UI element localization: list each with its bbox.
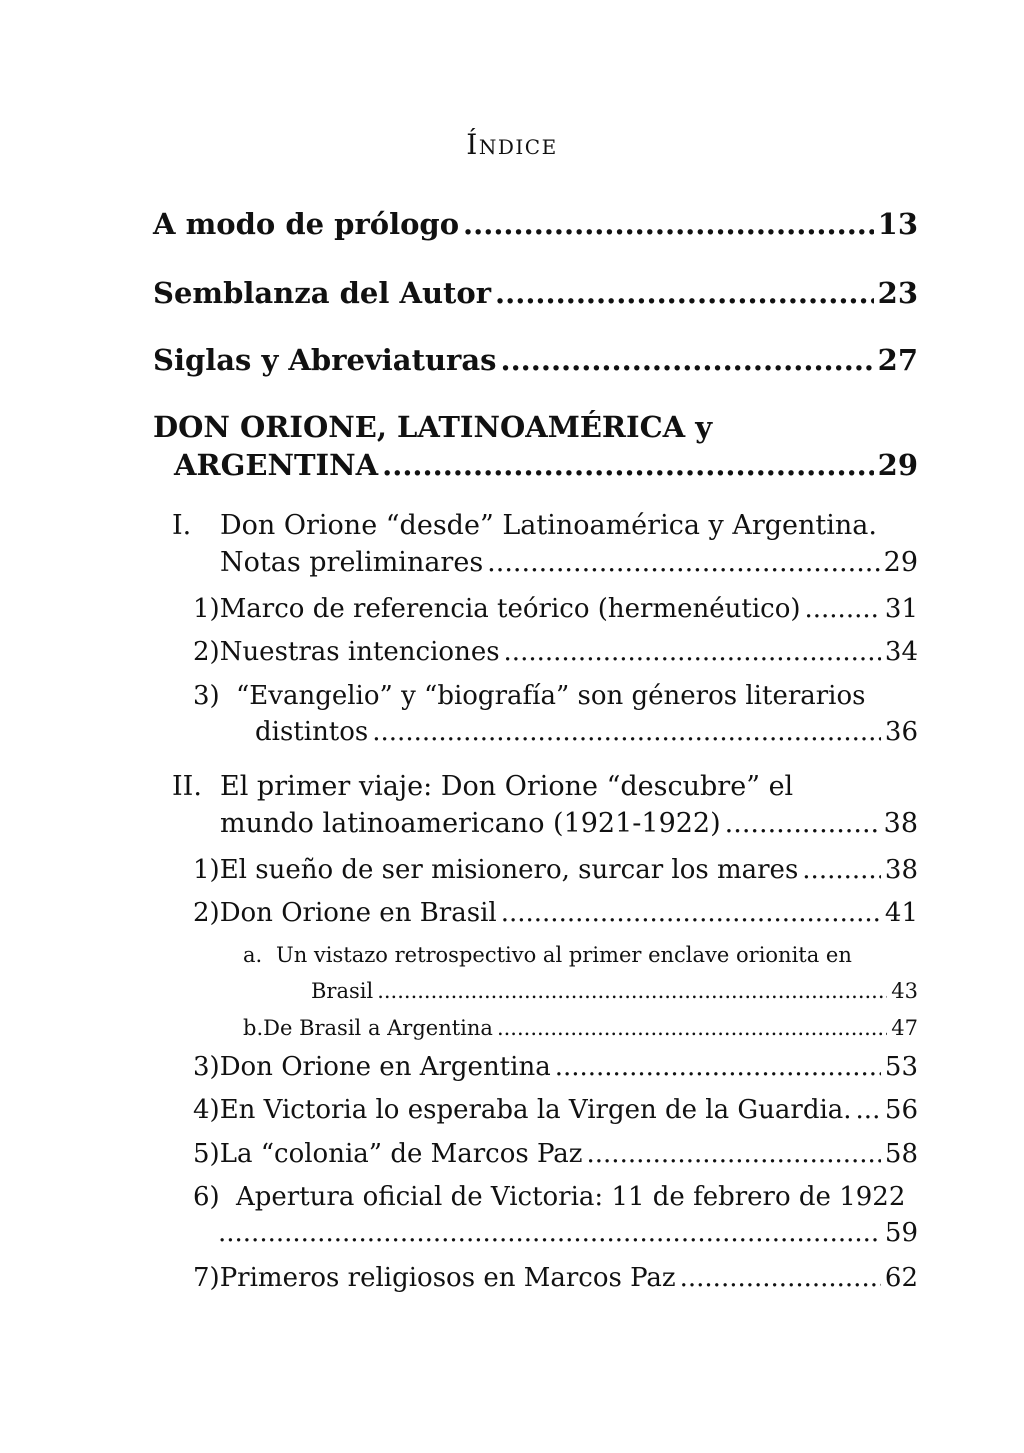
dot-leader <box>500 341 873 379</box>
item-marker: 4) <box>193 1095 220 1125</box>
toc-entry-label-continued: Notas preliminares <box>220 547 484 578</box>
toc-subitem[interactable] <box>243 1010 918 1046</box>
toc-page-number: 41 <box>884 898 918 928</box>
toc-page-number: 29 <box>877 448 918 482</box>
toc-item[interactable] <box>193 1136 918 1172</box>
toc-entry-label: Don Orione “desde” Latinoamérica y Argentina. <box>220 510 877 541</box>
toc-page-number: 62 <box>884 1263 918 1293</box>
toc-entry-label: Siglas y Abreviaturas <box>153 343 497 377</box>
toc-page-number: 58 <box>884 1139 918 1169</box>
dot-leader <box>495 274 874 312</box>
dot-leader <box>587 1136 881 1172</box>
subitem-marker: a. <box>243 943 263 967</box>
toc-entry-label: En Victoria lo esperaba la Virgen de la Guardia. <box>219 1095 852 1125</box>
toc-item[interactable] <box>193 852 918 888</box>
toc-page-number: 53 <box>884 1052 918 1082</box>
item-marker: 1) <box>193 855 220 885</box>
toc-entry-don-orione[interactable] <box>153 408 918 484</box>
toc-item[interactable] <box>193 591 918 627</box>
toc-subitem[interactable] <box>243 937 918 1009</box>
toc-entry-label: DON ORIONE, LATINOAMÉRICA y <box>153 410 713 444</box>
dot-leader <box>802 852 881 888</box>
toc-entry-siglas[interactable] <box>153 341 918 379</box>
toc-page-number: 13 <box>877 207 918 241</box>
toc-item[interactable] <box>193 1179 918 1251</box>
dot-leader <box>372 714 881 750</box>
dot-leader <box>463 205 874 243</box>
toc-entry-label: Nuestras intenciones <box>219 637 500 667</box>
toc-page-number: 59 <box>884 1218 918 1248</box>
subitem-marker: b. <box>243 1016 264 1040</box>
toc-page-number: 27 <box>877 343 918 377</box>
toc-page-number: 23 <box>877 276 918 310</box>
toc-entry-label: Don Orione en Argentina <box>219 1052 551 1082</box>
toc-entry-label: Apertura oficial de Victoria: 11 de febrero de 1922 <box>236 1182 906 1212</box>
item-marker: 6) <box>193 1182 220 1212</box>
toc-entry-label-continued: distintos <box>255 717 369 747</box>
toc-page-number: 29 <box>883 547 918 578</box>
toc-entry-label: Un vistazo retrospectivo al primer enclave orionita en <box>276 943 852 967</box>
dot-leader <box>501 895 881 931</box>
dot-leader <box>382 446 874 484</box>
toc-page-number: 47 <box>891 1016 918 1040</box>
toc-item[interactable] <box>193 678 918 750</box>
toc-page-number: 31 <box>884 594 918 624</box>
toc-section-2[interactable] <box>172 768 918 842</box>
toc-entry-label: Primeros religiosos en Marcos Paz <box>219 1263 676 1293</box>
toc-item[interactable] <box>193 1260 918 1296</box>
toc-page-number: 38 <box>883 808 918 839</box>
toc-entry-label: La “colonia” de Marcos Paz <box>219 1139 583 1169</box>
dot-leader <box>377 973 887 1009</box>
page-title: Índice <box>466 128 558 161</box>
toc-page-number: 56 <box>884 1095 918 1125</box>
item-marker: 5) <box>193 1139 220 1169</box>
toc-entry-label: “Evangelio” y “biografía” son géneros literarios <box>236 681 866 711</box>
dot-leader <box>856 1092 881 1128</box>
dot-leader <box>805 591 881 627</box>
toc-page-number: 43 <box>891 979 918 1003</box>
toc-entry-label: El sueño de ser misionero, surcar los mares <box>219 855 799 885</box>
toc-item[interactable] <box>193 634 918 670</box>
dot-leader <box>504 634 881 670</box>
toc-entry-label-continued: Brasil <box>311 979 374 1003</box>
item-marker: 7) <box>193 1263 220 1293</box>
toc-page-number: 34 <box>884 637 918 667</box>
toc-entry-label: Marco de referencia teórico (hermenéutico) <box>219 594 801 624</box>
toc-entry-label: Don Orione en Brasil <box>219 898 497 928</box>
item-marker: 1) <box>193 594 220 624</box>
section-marker: I. <box>172 510 192 541</box>
item-marker: 2) <box>193 898 220 928</box>
dot-leader <box>487 544 879 581</box>
toc-entry-label-continued: mundo latinoamericano (1921-1922) <box>220 808 721 839</box>
toc-entry-label: De Brasil a Argentina <box>263 1016 493 1040</box>
toc-page-number: 36 <box>884 717 918 747</box>
toc-page-number: 38 <box>884 855 918 885</box>
item-marker: 3) <box>193 681 220 711</box>
dot-leader <box>497 1010 887 1046</box>
dot-leader <box>218 1215 881 1251</box>
toc-item[interactable] <box>193 1049 918 1085</box>
toc-item[interactable] <box>193 895 918 931</box>
section-marker: II. <box>172 771 202 802</box>
toc-entry-label-continued: ARGENTINA <box>174 448 379 482</box>
toc-entry-semblanza[interactable] <box>153 274 918 312</box>
toc-section-1[interactable] <box>172 507 918 581</box>
item-marker: 2) <box>193 637 220 667</box>
dot-leader <box>680 1260 881 1296</box>
toc-item[interactable] <box>193 1092 918 1128</box>
toc-entry-label: Semblanza del Autor <box>153 276 492 310</box>
toc-entry-prologo[interactable] <box>153 205 918 243</box>
toc-entry-label: A modo de prólogo <box>153 207 460 241</box>
dot-leader <box>555 1049 881 1085</box>
item-marker: 3) <box>193 1052 220 1082</box>
toc-entry-label: El primer viaje: Don Orione “descubre” el <box>220 771 794 802</box>
dot-leader <box>725 805 880 842</box>
